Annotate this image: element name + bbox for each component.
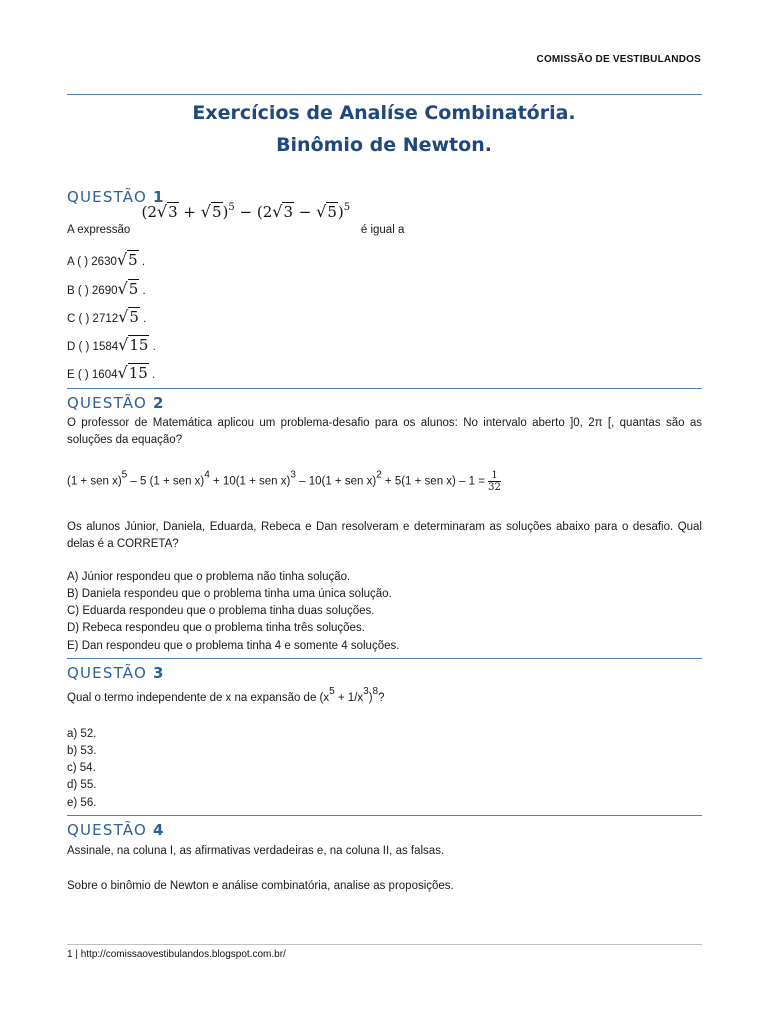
footer-separator: | [72, 949, 81, 960]
sqrt-icon: √ [117, 363, 128, 382]
question-2-equation: (1 + sen x)$^5$ – 5 (1 + sen x)$^4$ + 10(1 + sen x)$^3$ – 10(1 + sen x)$^2$ + 5(1 + sen x) – 1 = $\frac{1}{32}$ [67, 469, 501, 493]
option-a: a) 52. [67, 728, 97, 740]
option-c: C ( ) 2712√5 . [67, 307, 147, 326]
option-c: C) Eduarda respondeu que o problema tinha duas soluções. [67, 605, 375, 617]
option-d: D ( ) 1584√15 . [67, 335, 156, 354]
option-e: E ( ) 1604√15 . [67, 363, 156, 382]
sqrt-icon: √ [200, 202, 211, 221]
question-number: 3 [152, 664, 164, 682]
fraction: $\frac{1}{32}$ [488, 470, 501, 493]
question-2-text: Os alunos Júnior, Daniela, Eduarda, Rebeca e Dan resolveram e determinaram as soluções abaixo para o desafio. Qual delas é a CORRETA? [67, 521, 702, 550]
question-label: QUESTÃO [67, 394, 147, 412]
option-e: E) Dan respondeu que o problema tinha 4 e somente 4 soluções. [67, 640, 400, 652]
sqrt-icon: √ [316, 202, 327, 221]
divider [67, 388, 702, 389]
footer-rule [67, 944, 702, 945]
footer [67, 949, 286, 960]
option-b: B ( ) 2690√5 . [67, 279, 146, 298]
option-b: B) Daniela respondeu que o problema tinha uma única solução. [67, 588, 392, 600]
divider [67, 658, 702, 659]
divider [67, 815, 702, 816]
header-rule [67, 94, 702, 95]
option-c: c) 54. [67, 762, 96, 774]
question-4-line-1: Assinale, na coluna I, as afirmativas verdadeiras e, na coluna II, as falsas. [67, 845, 445, 857]
prompt-text: A expressão [67, 224, 131, 236]
option-a: A ( ) 2630√5 . [67, 250, 146, 269]
option-d: d) 55. [67, 779, 97, 791]
header-text: COMISSÃO DE VESTIBULANDOS [536, 54, 701, 65]
option-a: A) Júnior respondeu que o problema não tinha solução. [67, 571, 351, 583]
option-e: e) 56. [67, 797, 97, 809]
question-label: QUESTÃO [67, 188, 147, 206]
option-d: D) Rebeca respondeu que o problema tinha três soluções. [67, 622, 365, 634]
question-label: QUESTÃO [67, 821, 147, 839]
sqrt-icon: √ [118, 335, 129, 354]
sqrt-icon: √ [272, 202, 283, 221]
footer-url[interactable]: http://comissaovestibulandos.blogspot.com.br/ [80, 949, 286, 960]
question-1-prompt [67, 202, 405, 236]
question-number: 1 [152, 188, 164, 206]
question-3-heading [67, 664, 163, 682]
title-line-1: Exercícios de Analíse Combinatória. [192, 102, 576, 124]
question-2-intro: O professor de Matemática aplicou um problema-desafio para os alunos: No intervalo aberto ]0, 2π [, quantas são as soluções da equação? [67, 417, 702, 446]
sqrt-icon: √ [117, 279, 128, 298]
prompt-suffix: é igual a [360, 224, 405, 236]
question-2-heading [67, 394, 163, 412]
expression-formula: $(2√3 + √5)^5 - (2√3 - √5)^5$ [141, 202, 351, 221]
option-b: b) 53. [67, 745, 97, 757]
title-line-2: Binômio de Newton. [276, 134, 492, 156]
sqrt-icon: √ [156, 202, 168, 221]
question-number: 4 [152, 821, 164, 839]
question-3-prompt: Qual o termo independente de x na expansão de $(x^5 + 1/x^3)^8$? [67, 686, 385, 704]
question-label: QUESTÃO [67, 664, 147, 682]
sqrt-icon: √ [116, 250, 128, 269]
question-number: 2 [152, 394, 164, 412]
page-number: 1 [67, 949, 73, 960]
question-4-heading [67, 821, 163, 839]
sqrt-icon: √ [118, 307, 129, 326]
question-4-line-2: Sobre o binômio de Newton e análise combinatória, analise as proposições. [67, 880, 454, 892]
